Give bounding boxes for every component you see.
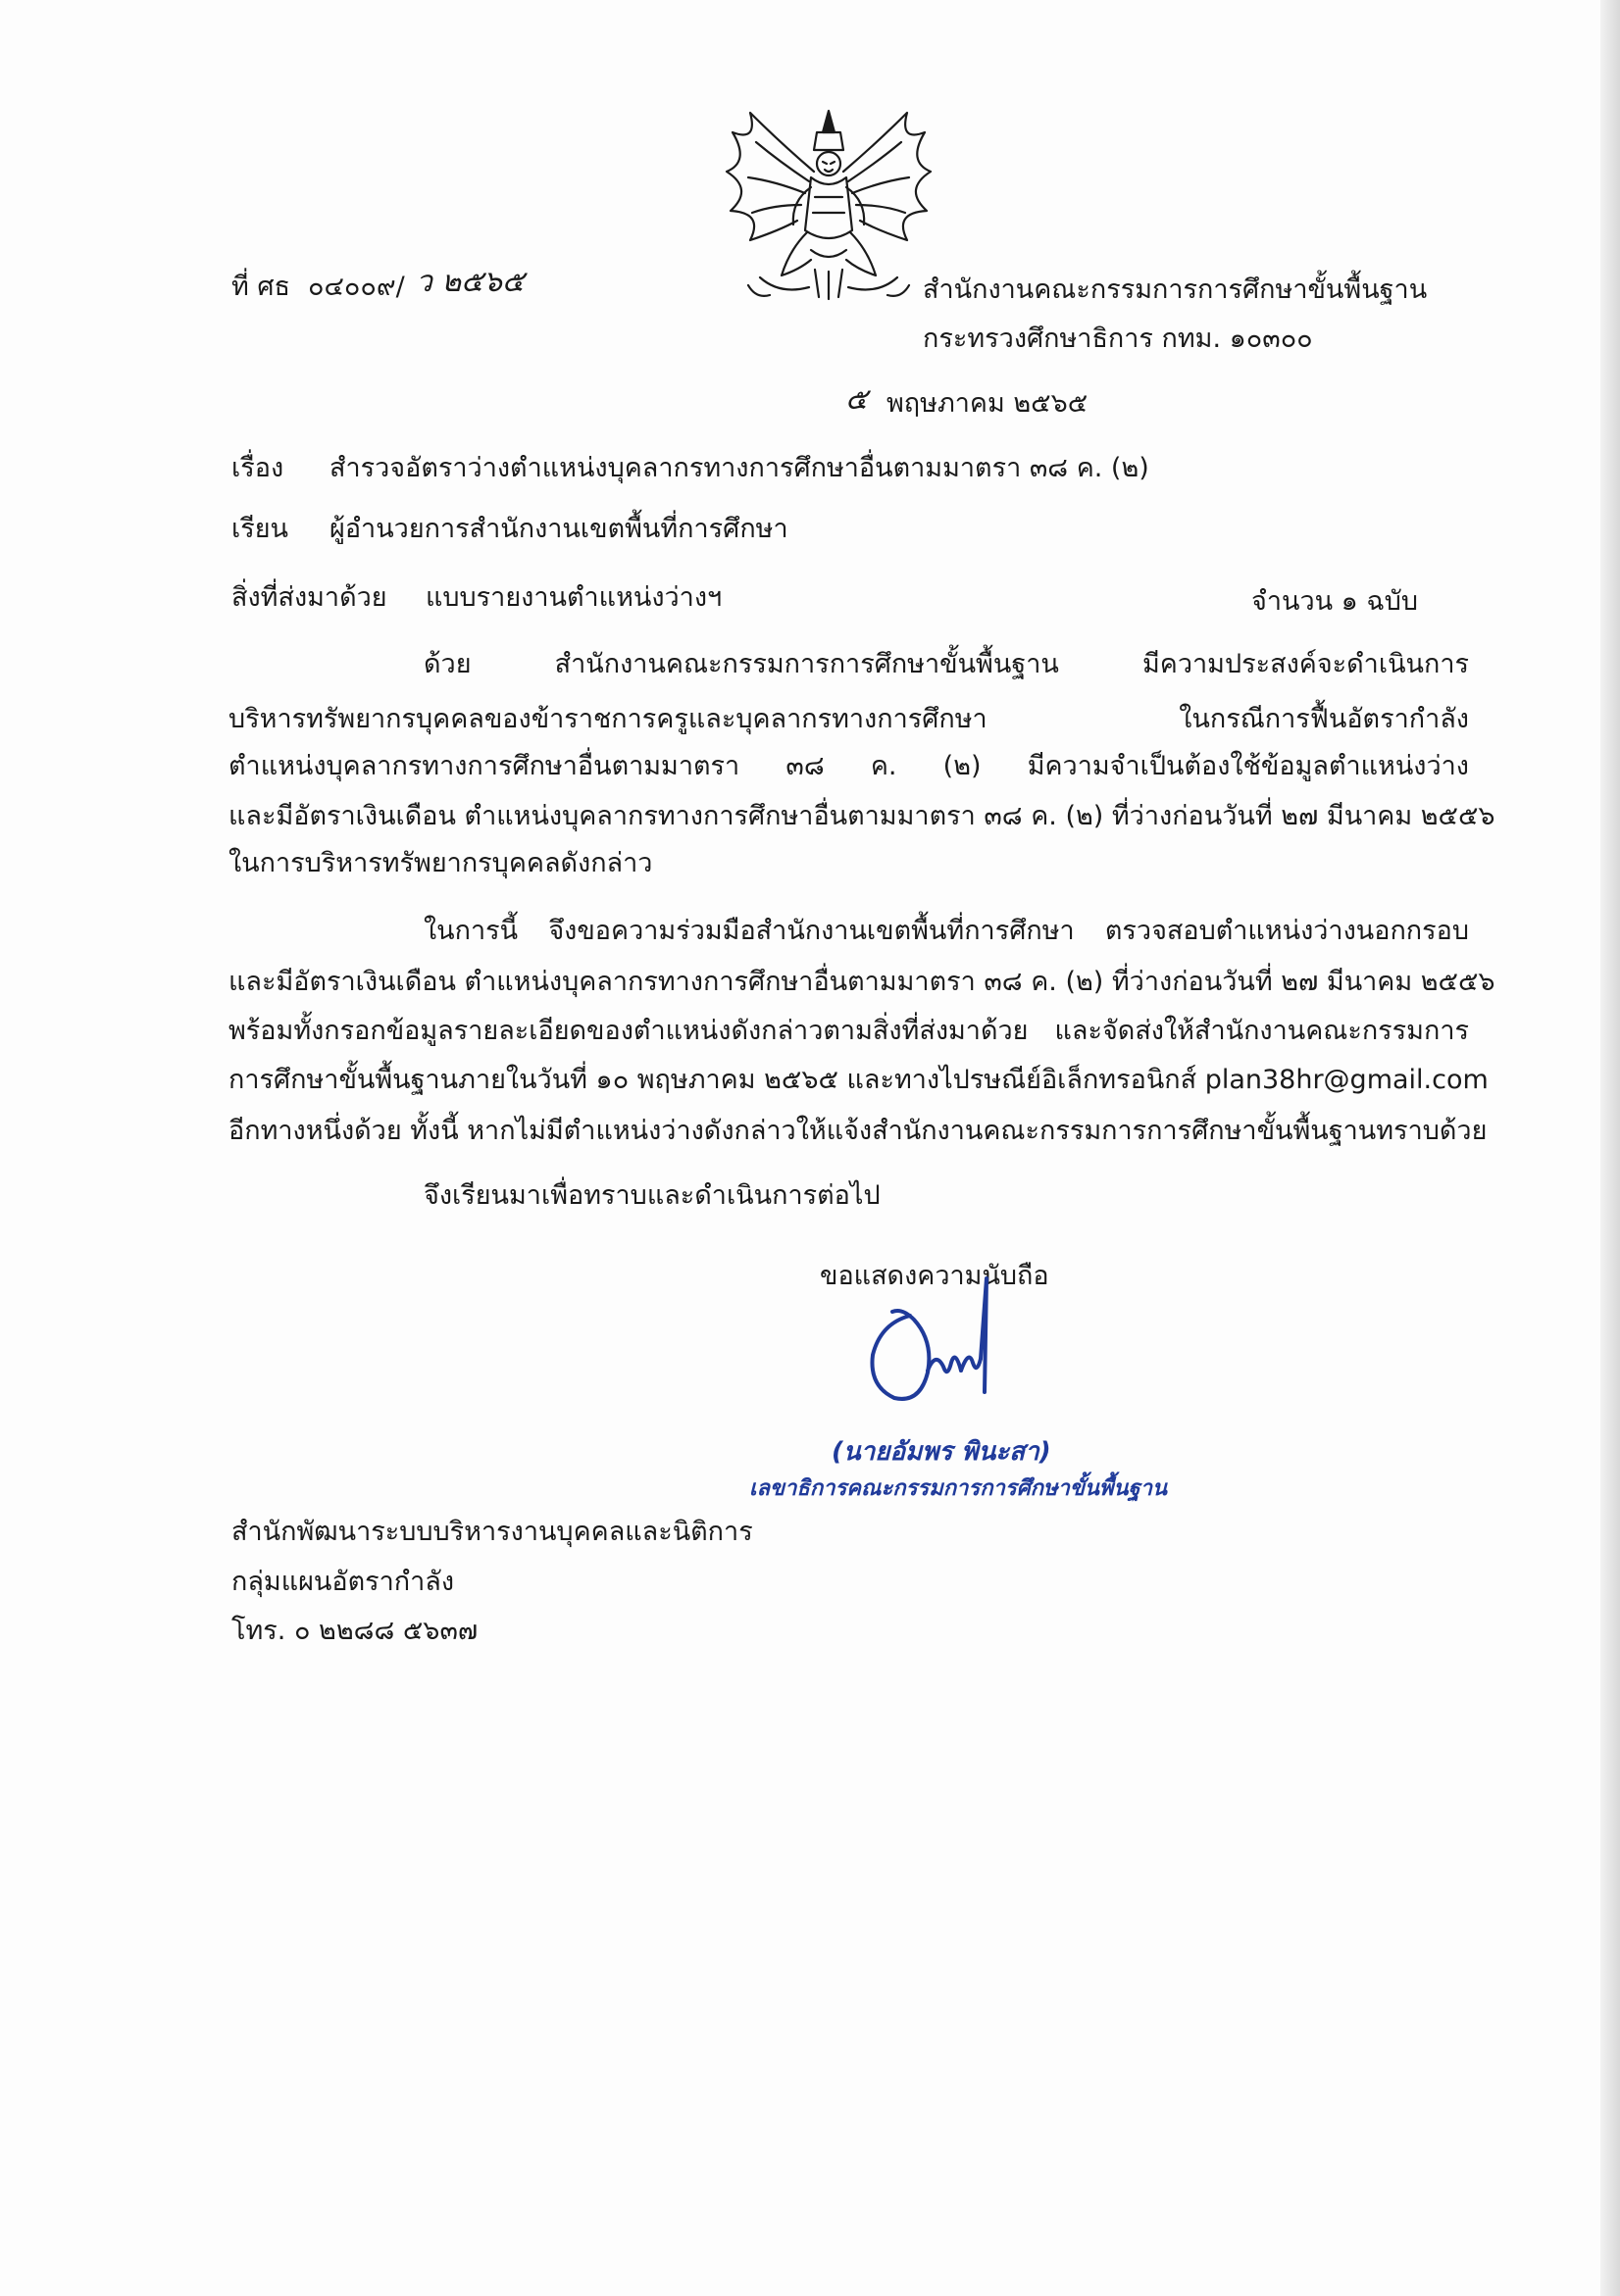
date-day-handwritten: ๕ — [845, 382, 868, 417]
salutation: ขอแสดงความนับถือ — [820, 1261, 1049, 1291]
reference-prefix: ที่ ศธ — [231, 272, 290, 302]
sender-line-1: สำนักงานคณะกรรมการการศึกษาขั้นพื้นฐาน — [923, 275, 1428, 305]
department-phone: โทร. ๐ ๒๒๘๘ ๕๖๓๗ — [231, 1616, 479, 1646]
garuda-emblem-icon — [721, 103, 937, 309]
recipient-label: เรียน — [231, 514, 289, 544]
handwritten-signature — [863, 1265, 1059, 1412]
enclosure-count: จำนวน ๑ ฉบับ — [1251, 586, 1419, 617]
reference-number: ๐๔๐๐๙/ — [308, 272, 405, 302]
signer-name: (นายอัมพร พินะสา) — [832, 1437, 1051, 1467]
paragraph-1-line-3: ตำแหน่งบุคลากรทางการศึกษาอื่นตามมาตรา ๓๘ ค. (๒) มีความจำเป็นต้องใช้ข้อมูลตำแหน่งว่าง — [228, 751, 1469, 781]
reference-handwritten: ว ๒๕๖๕ — [416, 265, 525, 299]
paragraph-2-line-4: การศึกษาขั้นพื้นฐานภายในวันที่ ๑๐ พฤษภาคม ๒๕๖๕ และทางไปรษณีย์อิเล็กทรอนิกส์ plan38hr@gmail.com — [228, 1065, 1489, 1095]
subject-label: เรื่อง — [231, 453, 284, 483]
paragraph-2-line-1: ในการนี้ จึงขอความร่วมมือสำนักงานเขตพื้นที่การศึกษา ตรวจสอบตำแหน่งว่างนอกกรอบ — [424, 916, 1469, 946]
subject-text: สำรวจอัตราว่างตำแหน่งบุคลากรทางการศึกษาอื่นตามมาตรา ๓๘ ค. (๒) — [329, 453, 1149, 483]
date-month-year: พฤษภาคม ๒๕๖๕ — [886, 388, 1088, 419]
paragraph-1-line-5: ในการบริหารทรัพยากรบุคคลดังกล่าว — [228, 848, 653, 878]
enclosure-label: สิ่งที่ส่งมาด้วย — [231, 582, 387, 613]
scan-edge — [1600, 0, 1620, 2296]
paragraph-2-line-3: พร้อมทั้งกรอกข้อมูลรายละเอียดของตำแหน่งดังกล่าวตามสิ่งที่ส่งมาด้วย และจัดส่งให้สำนักงานคณะกรรมการ — [228, 1016, 1469, 1046]
closing-sentence: จึงเรียนมาเพื่อทราบและดำเนินการต่อไป — [424, 1180, 881, 1211]
paragraph-2-line-5: อีกทางหนึ่งด้วย ทั้งนี้ หากไม่มีตำแหน่งว่างดังกล่าวให้แจ้งสำนักงานคณะกรรมการการศึกษาขั้นพื้นฐานทราบด้วย — [228, 1116, 1488, 1146]
signer-title: เลขาธิการคณะกรรมการการศึกษาขั้นพื้นฐาน — [749, 1476, 1167, 1501]
enclosure-text: แบบรายงานตำแหน่งว่างฯ — [426, 582, 723, 613]
paragraph-2-line-2: และมีอัตราเงินเดือน ตำแหน่งบุคลากรทางการศึกษาอื่นตามมาตรา ๓๘ ค. (๒) ที่ว่างก่อนวันที่ ๒๗ มีนาคม ๒๕๕๖ — [228, 967, 1495, 997]
recipient-text: ผู้อำนวยการสำนักงานเขตพื้นที่การศึกษา — [329, 514, 788, 544]
department-line-2: กลุ่มแผนอัตรากำลัง — [231, 1567, 455, 1597]
department-line-1: สำนักพัฒนาระบบบริหารงานบุคคลและนิติการ — [231, 1517, 753, 1547]
sender-line-2: กระทรวงศึกษาธิการ กทม. ๑๐๓๐๐ — [923, 324, 1313, 354]
paragraph-1-line-2: บริหารทรัพยากรบุคคลของข้าราชการครูและบุคลากรทางการศึกษา ในกรณีการฟื้นอัตรากำลัง — [228, 704, 1469, 734]
paragraph-1-line-4: และมีอัตราเงินเดือน ตำแหน่งบุคลากรทางการศึกษาอื่นตามมาตรา ๓๘ ค. (๒) ที่ว่างก่อนวันที่ ๒๗ มีนาคม ๒๕๕๖ — [228, 801, 1495, 831]
paragraph-1-line-1: ด้วย สำนักงานคณะกรรมการการศึกษาขั้นพื้นฐาน มีความประสงค์จะดำเนินการ — [424, 649, 1469, 679]
